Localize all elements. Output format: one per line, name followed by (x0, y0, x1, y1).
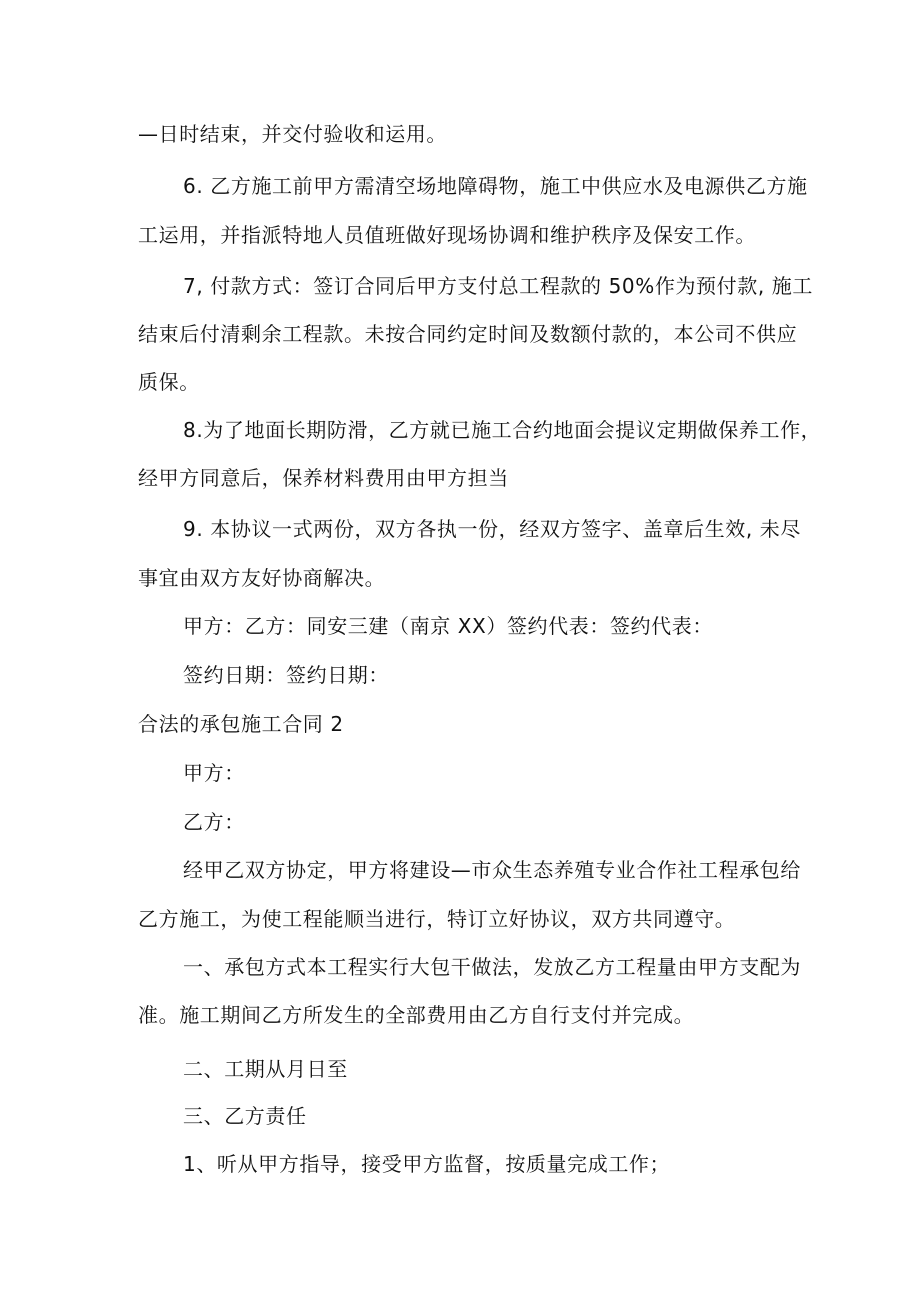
intro-line: 经甲乙双方协定，甲方将建设—市众生态养殖专业合作社工程承包给 (183, 858, 801, 882)
clause-7-line: 7, 付款方式：签订合同后甲方支付总工程款的 50%作为预付款, 施工 (183, 274, 813, 298)
clause-6-line: 6. 乙方施工前甲方需清空场地障碍物，施工中供应水及电源供乙方施 (183, 174, 808, 198)
clause-one-line: 一、承包方式本工程实行大包干做法，发放乙方工程量由甲方支配为 (183, 955, 801, 979)
party-b-line: 乙方： (183, 810, 245, 834)
signatory-line: 甲方：乙方：同安三建（南京 XX）签约代表：签约代表： (183, 614, 713, 638)
text-line: 工运用，并指派特地人员值班做好现场协调和维护秩序及保安工作。 (138, 223, 756, 247)
party-a-line: 甲方： (183, 761, 245, 785)
section-title: 合法的承包施工合同 2 (138, 712, 344, 736)
clause-8-line: 8.为了地面长期防滑，乙方就已施工合约地面会提议定期做保养工作， (183, 418, 822, 442)
signing-date-line: 签约日期：签约日期： (183, 663, 389, 687)
item-1-line: 1、听从甲方指导，接受甲方监督，按质量完成工作； (183, 1152, 671, 1176)
text-line: 结束后付清剩余工程款。未按合同约定时间及数额付款的，本公司不供应 (138, 322, 798, 346)
clause-two-line: 二、工期从月日至 (183, 1057, 348, 1081)
text-line: 经甲方同意后，保养材料费用由甲方担当 (138, 466, 509, 490)
text-line: 乙方施工，为使工程能顺当进行，特订立好协议，双方共同遵守。 (138, 907, 736, 931)
text-line: —日时结束，并交付验收和运用。 (138, 122, 447, 146)
text-line: 事宜由双方友好协商解决。 (138, 566, 386, 590)
text-line: 准。施工期间乙方所发生的全部费用由乙方自行支付并完成。 (138, 1003, 695, 1027)
clause-three-line: 三、乙方责任 (183, 1104, 307, 1128)
text-line: 质保。 (138, 370, 200, 394)
clause-9-line: 9. 本协议一式两份，双方各执一份，经双方签字、盖章后生效, 未尽 (183, 517, 801, 541)
